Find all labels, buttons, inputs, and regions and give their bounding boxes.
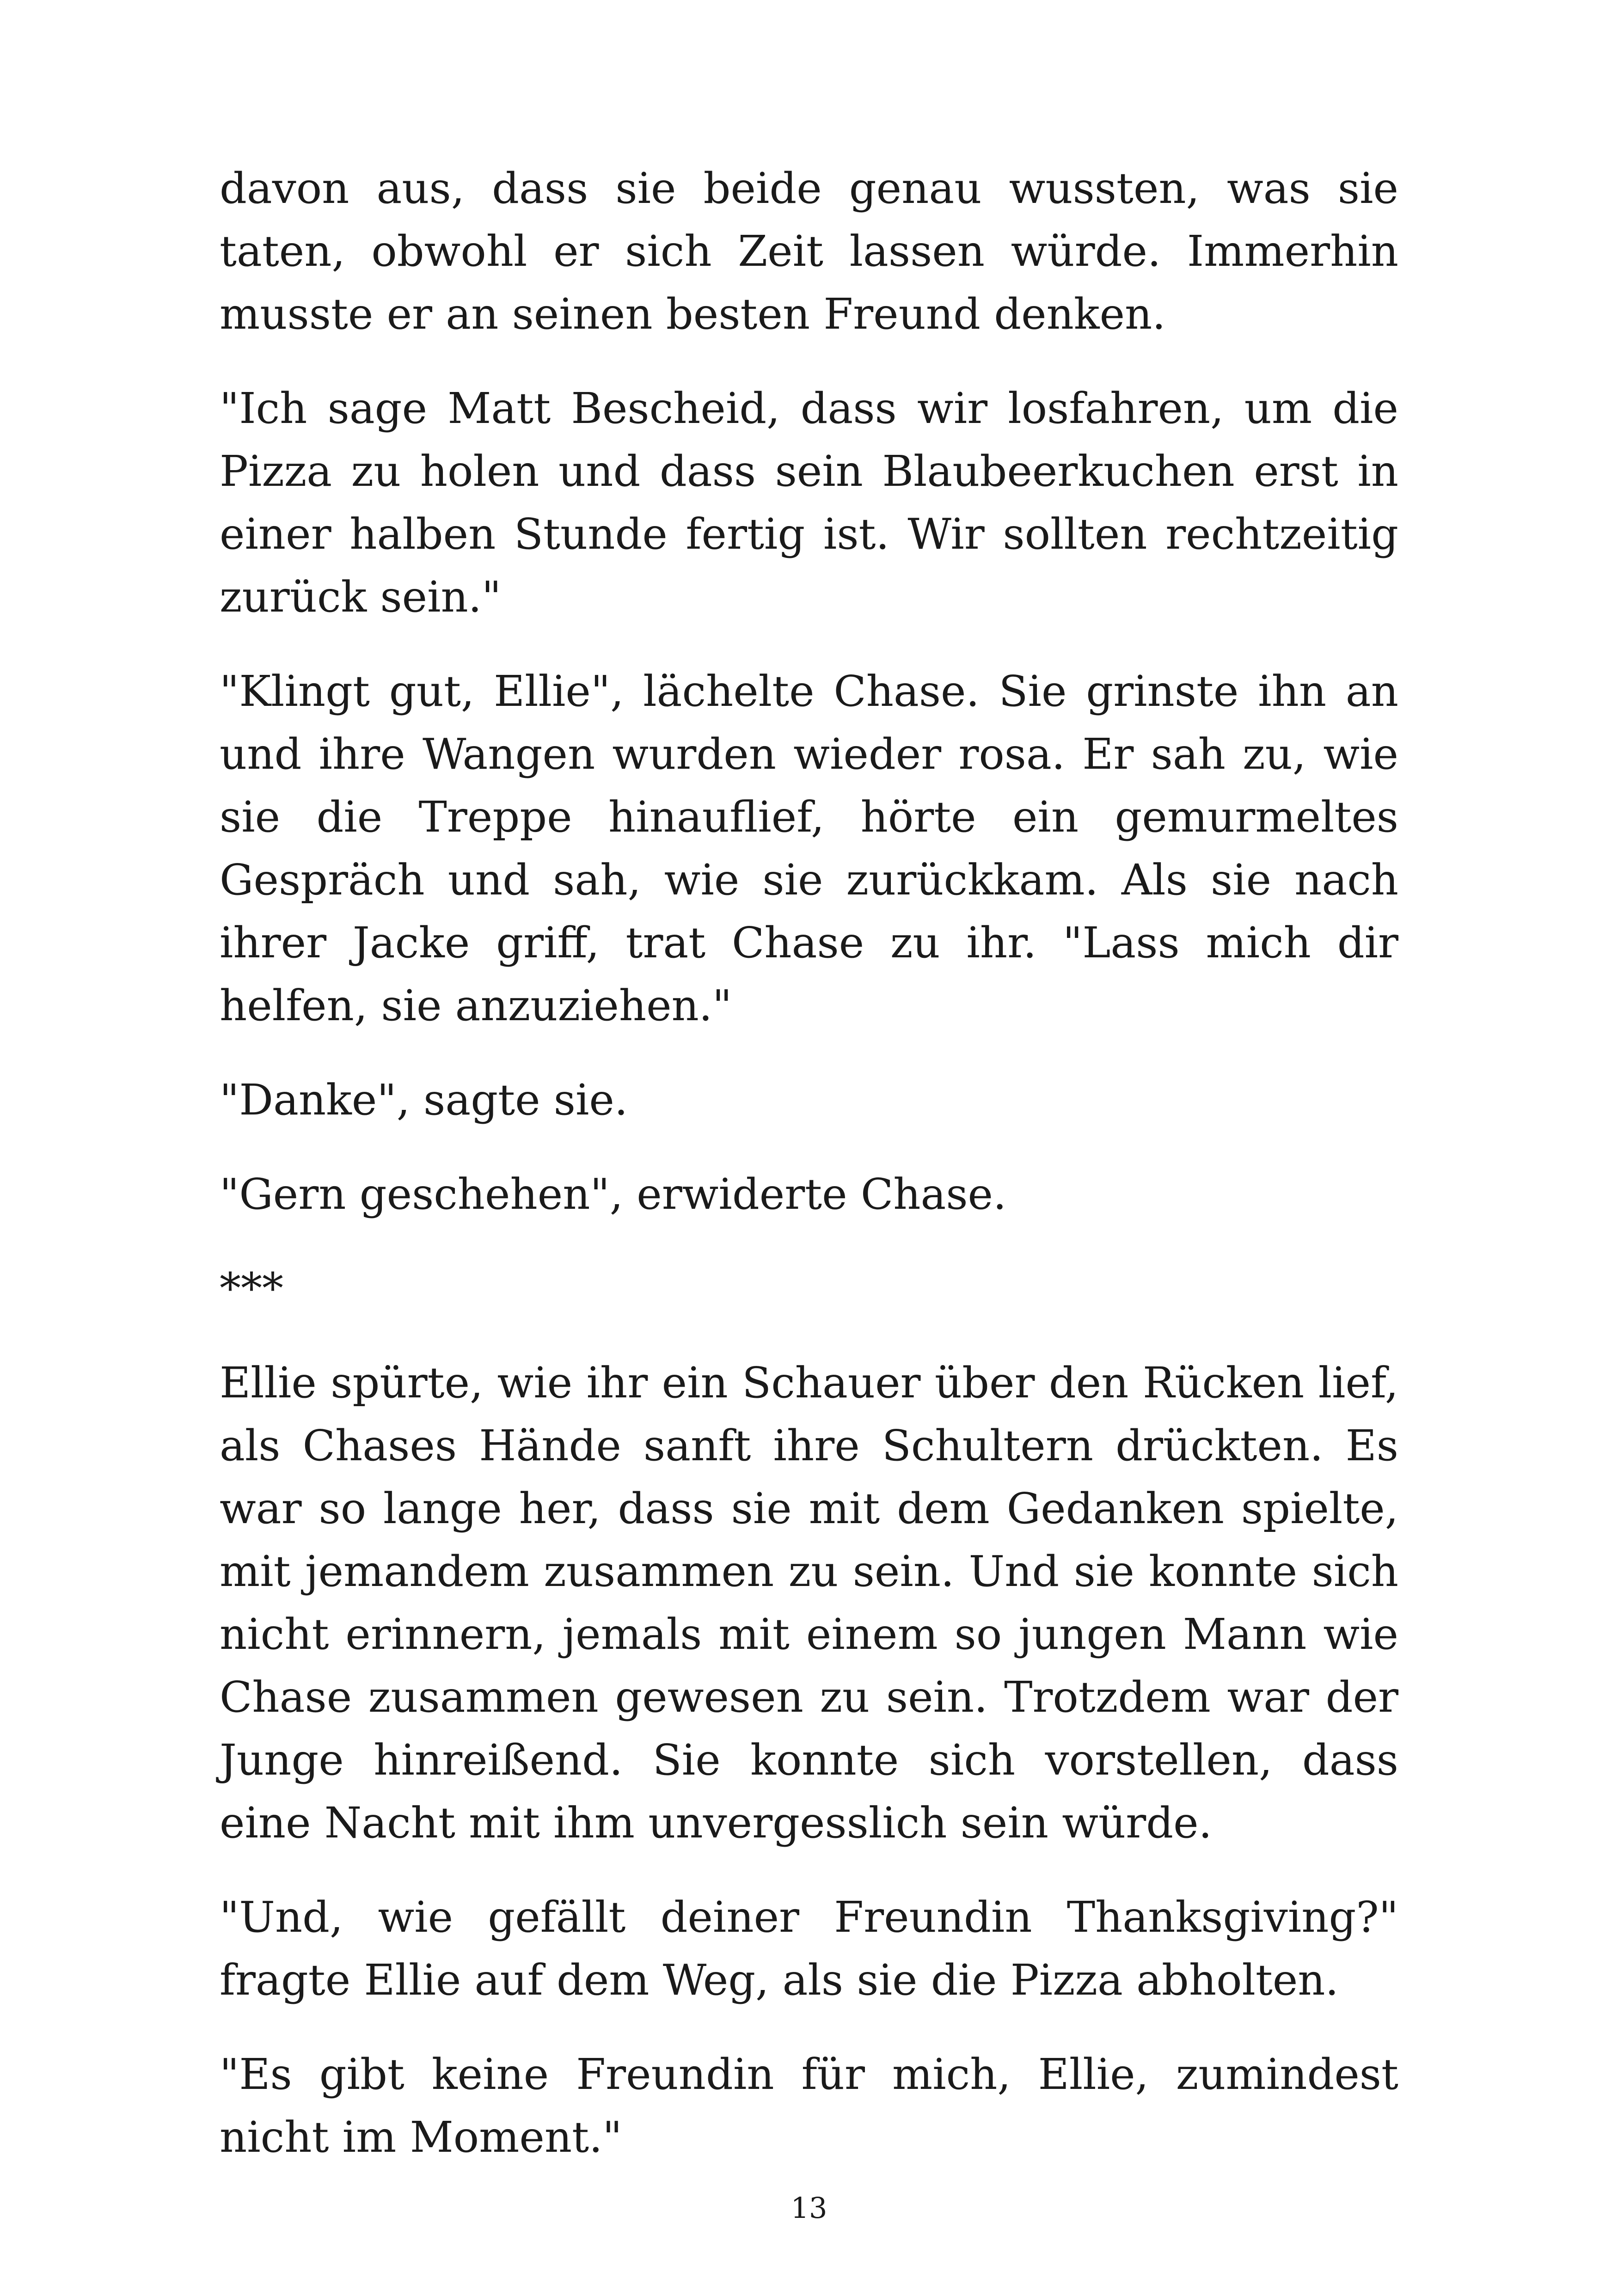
- page-number: 13: [791, 2191, 827, 2225]
- paragraph-1: davon aus, dass sie beide genau wussten, was sie taten, obwohl er sich Zeit lassen würde. Immerhin musste er an seinen besten Freund denken.: [220, 164, 1398, 339]
- paragraph-3: "Klingt gut, Ellie", lächelte Chase. Sie grinste ihn an und ihre Wangen wurden wieder rosa. Er sah zu, wie sie die Treppe hinauflief, hörte ein gemurmeltes Gespräch und sah, wie sie zurückkam. Als sie nach ihrer Jacke griff, trat Chase zu ihr. "Lass mich dir helfen, sie anzuziehen.": [220, 667, 1398, 1030]
- paragraph-6: Ellie spürte, wie ihr ein Schauer über den Rücken lief, als Chases Hände sanft ihre Schultern drückten. Es war so lange her, dass sie mit dem Gedanken spielte, mit jemandem zusammen zu sein. Und sie konnte sich nicht erinnern, jemals mit einem so jungen Mann wie Chase zusammen gewesen zu sein. Trotzdem war der Junge hinreißend. Sie konnte sich vorstellen, dass eine Nacht mit ihm unvergesslich sein würde.: [220, 1358, 1398, 1848]
- paragraph-8: "Es gibt keine Freundin für mich, Ellie, zumindest nicht im Moment.": [220, 2050, 1398, 2162]
- body-text: [220, 157, 1398, 2200]
- scene-break: ***: [220, 1264, 283, 1313]
- paragraph-7: "Und, wie gefällt deiner Freundin Thanksgiving?" fragte Ellie auf dem Weg, als sie die Pizza abholten.: [220, 1892, 1398, 2005]
- paragraph-5: "Gern geschehen", erwiderte Chase.: [220, 1169, 1007, 1219]
- paragraph-2: "Ich sage Matt Bescheid, dass wir losfahren, um die Pizza zu holen und dass sein Blaubeerkuchen erst in einer halben Stunde fertig ist. Wir sollten rechtzeitig zurück sein.": [220, 384, 1398, 622]
- paragraph-4: "Danke", sagte sie.: [220, 1075, 628, 1125]
